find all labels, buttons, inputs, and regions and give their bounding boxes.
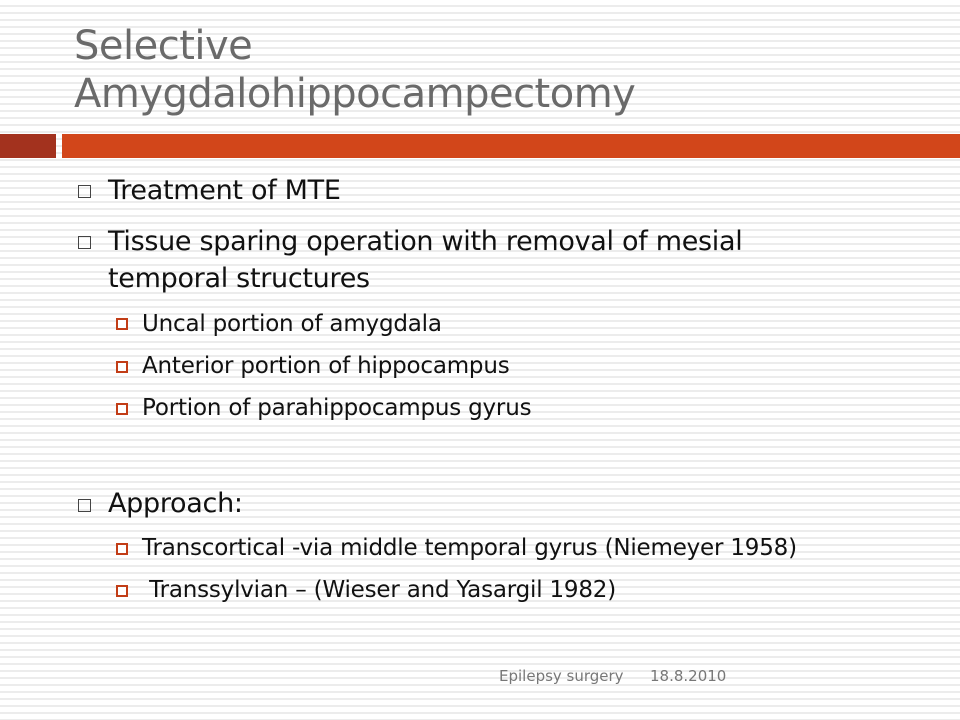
slide-title-line-1: Selective — [74, 23, 253, 69]
title-accent-bar-right — [62, 134, 960, 158]
filled-square-bullet-icon — [116, 585, 128, 597]
subitem-anterior: Anterior portion of hippocampus — [142, 353, 510, 379]
title-accent-bar-left — [0, 134, 56, 158]
footer-title: Epilepsy surgery — [499, 667, 624, 685]
bullet-tissue-sparing-line-2: temporal structures — [108, 263, 370, 294]
filled-square-bullet-icon — [116, 318, 128, 330]
bullet-approach: Approach: — [108, 488, 243, 519]
hollow-square-bullet-icon — [78, 236, 91, 249]
subitem-uncal: Uncal portion of amygdala — [142, 311, 442, 337]
slide-title-line-2: Amygdalohippocampectomy — [74, 71, 636, 117]
filled-square-bullet-icon — [116, 403, 128, 415]
bullet-tissue-sparing-line-1: Tissue sparing operation with removal of mesial — [108, 226, 743, 257]
subitem-transcortical: Transcortical -via middle temporal gyrus (Niemeyer 1958) — [142, 535, 797, 561]
footer-date: 18.8.2010 — [650, 667, 727, 685]
hollow-square-bullet-icon — [78, 185, 91, 198]
subitem-parahippocampus: Portion of parahippocampus gyrus — [142, 395, 532, 421]
slide-title — [74, 22, 934, 118]
bullet-treatment: Treatment of MTE — [108, 175, 341, 206]
filled-square-bullet-icon — [116, 361, 128, 373]
subitem-transsylvian: Transsylvian – (Wieser and Yasargil 1982) — [142, 577, 617, 603]
hollow-square-bullet-icon — [78, 499, 91, 512]
filled-square-bullet-icon — [116, 543, 128, 555]
